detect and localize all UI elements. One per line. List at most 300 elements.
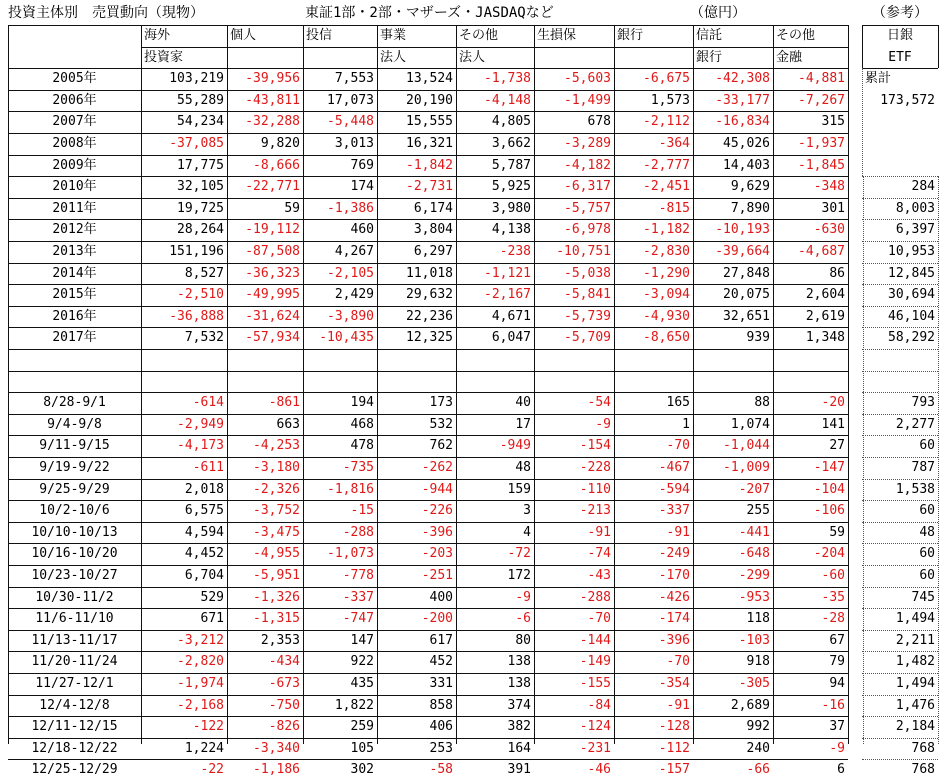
value-cell[interactable]: -364 bbox=[658, 136, 690, 151]
value-cell[interactable]: 1,573 bbox=[650, 92, 690, 108]
value-cell[interactable]: -207 bbox=[738, 481, 770, 497]
value-cell[interactable]: 301 bbox=[821, 200, 845, 216]
value-cell[interactable]: -231 bbox=[579, 740, 611, 756]
row-label-weekly[interactable]: 10/30-11/2 bbox=[35, 589, 114, 605]
value-cell[interactable]: -3,890 bbox=[327, 308, 374, 324]
value-cell[interactable]: 671 bbox=[200, 611, 224, 627]
row-label-yearly[interactable]: 2006年 bbox=[52, 92, 97, 108]
value-cell[interactable]: 118 bbox=[746, 611, 770, 627]
value-cell[interactable]: 22,236 bbox=[406, 308, 453, 324]
value-cell[interactable]: -8,650 bbox=[643, 330, 690, 346]
value-cell[interactable]: -2,167 bbox=[484, 287, 531, 303]
header-cell[interactable]: 信託 bbox=[696, 28, 723, 43]
value-cell[interactable]: -262 bbox=[421, 460, 453, 475]
value-cell[interactable]: 6,174 bbox=[413, 200, 453, 216]
value-cell[interactable]: 48 bbox=[515, 460, 531, 475]
boj-etf-cell[interactable]: 1,494 bbox=[895, 611, 935, 627]
value-cell[interactable]: 315 bbox=[821, 114, 845, 130]
value-cell[interactable]: -204 bbox=[813, 546, 845, 562]
value-cell[interactable]: -815 bbox=[658, 200, 690, 216]
value-cell[interactable]: -673 bbox=[268, 676, 300, 691]
value-cell[interactable]: 151,196 bbox=[169, 244, 224, 259]
value-cell[interactable]: -4,182 bbox=[564, 157, 611, 173]
header-cell[interactable]: 銀行 bbox=[696, 49, 723, 65]
value-cell[interactable]: 4,594 bbox=[184, 524, 224, 540]
value-cell[interactable]: -5,951 bbox=[253, 568, 300, 583]
value-cell[interactable]: 663 bbox=[276, 416, 300, 432]
value-cell[interactable]: -1,326 bbox=[253, 589, 300, 605]
boj-etf-cell[interactable] bbox=[862, 155, 938, 176]
value-cell[interactable]: -354 bbox=[658, 676, 690, 691]
value-cell[interactable]: 400 bbox=[429, 589, 453, 605]
value-cell[interactable]: 3,013 bbox=[334, 136, 374, 151]
header-cell[interactable]: その他 bbox=[776, 28, 816, 43]
value-cell[interactable]: 478 bbox=[350, 438, 374, 454]
header-cell[interactable] bbox=[614, 47, 693, 68]
boj-etf-cell[interactable]: 745 bbox=[911, 589, 935, 605]
value-cell[interactable]: 406 bbox=[429, 719, 453, 735]
value-cell[interactable]: 59 bbox=[284, 200, 300, 216]
value-cell[interactable]: 255 bbox=[746, 503, 770, 519]
row-label-weekly[interactable]: 9/19-9/22 bbox=[39, 460, 110, 475]
value-cell[interactable]: -2,326 bbox=[253, 481, 300, 497]
value-cell[interactable]: -2,820 bbox=[177, 654, 224, 670]
value-cell[interactable]: 29,632 bbox=[406, 287, 453, 303]
header-cell[interactable]: 法人 bbox=[459, 49, 486, 65]
value-cell[interactable]: 20,075 bbox=[723, 287, 770, 303]
boj-etf-cell[interactable]: 793 bbox=[911, 395, 935, 411]
value-cell[interactable]: -337 bbox=[658, 503, 690, 519]
row-label-yearly[interactable]: 2016年 bbox=[52, 308, 97, 324]
value-cell[interactable]: -1,937 bbox=[798, 136, 845, 151]
row-label-yearly[interactable]: 2013年 bbox=[52, 244, 97, 259]
value-cell[interactable]: -39,956 bbox=[245, 71, 300, 87]
value-cell[interactable]: -4,881 bbox=[798, 71, 845, 87]
row-label-yearly[interactable]: 2008年 bbox=[52, 136, 97, 151]
row-label-weekly[interactable]: 10/10-10/13 bbox=[31, 524, 118, 540]
value-cell[interactable]: -1,974 bbox=[177, 676, 224, 691]
row-label-weekly[interactable]: 9/11-9/15 bbox=[39, 438, 110, 454]
value-cell[interactable]: -203 bbox=[421, 546, 453, 562]
value-cell[interactable]: -4,253 bbox=[253, 438, 300, 454]
value-cell[interactable]: -288 bbox=[579, 589, 611, 605]
value-cell[interactable]: -16,834 bbox=[715, 114, 770, 130]
header-cell[interactable]: 金融 bbox=[776, 49, 803, 65]
value-cell[interactable]: -70 bbox=[666, 438, 690, 454]
value-cell[interactable]: 5,787 bbox=[491, 157, 531, 173]
value-cell[interactable]: -58 bbox=[429, 762, 453, 778]
value-cell[interactable]: 8,527 bbox=[184, 265, 224, 281]
row-label-weekly[interactable]: 12/25-12/29 bbox=[31, 762, 118, 778]
header-cell[interactable]: その他 bbox=[459, 28, 499, 43]
value-cell[interactable]: -1,842 bbox=[406, 157, 453, 173]
header-cell[interactable]: ETF bbox=[888, 49, 912, 65]
value-cell[interactable]: 2,018 bbox=[184, 481, 224, 497]
value-cell[interactable]: -54 bbox=[587, 395, 611, 411]
value-cell[interactable]: 164 bbox=[507, 740, 531, 756]
row-label-yearly[interactable]: 2007年 bbox=[52, 114, 97, 130]
value-cell[interactable]: -46 bbox=[587, 762, 611, 778]
value-cell[interactable]: -614 bbox=[192, 395, 224, 411]
row-label-yearly[interactable]: 2017年 bbox=[52, 330, 97, 346]
value-cell[interactable]: -5,709 bbox=[564, 330, 611, 346]
value-cell[interactable]: 94 bbox=[829, 676, 845, 691]
value-cell[interactable]: 3,804 bbox=[413, 222, 453, 238]
value-cell[interactable]: 172 bbox=[507, 568, 531, 583]
value-cell[interactable]: -467 bbox=[658, 460, 690, 475]
value-cell[interactable]: 40 bbox=[515, 395, 531, 411]
header-cell[interactable]: 投資家 bbox=[144, 49, 184, 65]
value-cell[interactable]: -19,112 bbox=[245, 222, 300, 238]
value-cell[interactable]: 3 bbox=[523, 503, 531, 519]
header-cell[interactable]: 投信 bbox=[306, 28, 333, 43]
value-cell[interactable]: -3,094 bbox=[643, 287, 690, 303]
value-cell[interactable]: 20,190 bbox=[406, 92, 453, 108]
boj-etf-cell[interactable]: 6,397 bbox=[895, 222, 935, 238]
value-cell[interactable]: -110 bbox=[579, 481, 611, 497]
value-cell[interactable]: -1,182 bbox=[643, 222, 690, 238]
value-cell[interactable]: -735 bbox=[342, 460, 374, 475]
boj-etf-cell[interactable]: 48 bbox=[919, 524, 935, 540]
value-cell[interactable]: -66 bbox=[746, 762, 770, 778]
boj-etf-cell[interactable]: 60 bbox=[919, 438, 935, 454]
value-cell[interactable]: 11,018 bbox=[406, 265, 453, 281]
row-label-weekly[interactable]: 12/4-12/8 bbox=[39, 697, 110, 713]
value-cell[interactable]: 105 bbox=[350, 740, 374, 756]
value-cell[interactable]: -1,121 bbox=[484, 265, 531, 281]
value-cell[interactable]: -778 bbox=[342, 568, 374, 583]
value-cell[interactable]: -200 bbox=[421, 611, 453, 627]
value-cell[interactable]: 2,429 bbox=[334, 287, 374, 303]
value-cell[interactable]: 382 bbox=[507, 719, 531, 735]
boj-etf-cell[interactable]: 30,694 bbox=[888, 287, 935, 303]
value-cell[interactable]: -2,105 bbox=[327, 265, 374, 281]
value-cell[interactable]: -5,841 bbox=[564, 287, 611, 303]
value-cell[interactable]: 922 bbox=[350, 654, 374, 670]
value-cell[interactable]: 4 bbox=[523, 524, 531, 540]
boj-etf-cell[interactable]: 284 bbox=[911, 179, 935, 195]
boj-etf-cell[interactable]: 60 bbox=[919, 503, 935, 519]
value-cell[interactable]: -3,752 bbox=[253, 503, 300, 519]
value-cell[interactable]: 88 bbox=[754, 395, 770, 411]
row-label-weekly[interactable]: 10/2-10/6 bbox=[39, 503, 110, 519]
row-label-weekly[interactable]: 12/18-12/22 bbox=[31, 740, 118, 756]
value-cell[interactable]: 6 bbox=[837, 762, 845, 778]
value-cell[interactable]: -2,510 bbox=[177, 287, 224, 303]
value-cell[interactable]: -3,340 bbox=[253, 740, 300, 756]
value-cell[interactable]: 15,555 bbox=[406, 114, 453, 130]
value-cell[interactable]: -1,044 bbox=[723, 438, 770, 454]
value-cell[interactable]: -39,664 bbox=[715, 244, 770, 259]
row-label-yearly[interactable]: 2011年 bbox=[52, 200, 97, 216]
value-cell[interactable]: 2,619 bbox=[805, 308, 845, 324]
header-cell[interactable]: 銀行 bbox=[617, 28, 644, 43]
value-cell[interactable]: -72 bbox=[507, 546, 531, 562]
value-cell[interactable]: -2,949 bbox=[177, 416, 224, 432]
value-cell[interactable]: 769 bbox=[350, 157, 374, 173]
value-cell[interactable]: -22 bbox=[200, 762, 224, 778]
boj-etf-cell[interactable]: 173,572 bbox=[880, 92, 935, 108]
value-cell[interactable]: 174 bbox=[350, 179, 374, 195]
header-cell[interactable] bbox=[227, 47, 303, 68]
boj-etf-cell[interactable]: 46,104 bbox=[888, 308, 935, 324]
value-cell[interactable]: -949 bbox=[499, 438, 531, 454]
value-cell[interactable]: 59 bbox=[829, 524, 845, 540]
value-cell[interactable]: 435 bbox=[350, 676, 374, 691]
value-cell[interactable]: -37,085 bbox=[169, 136, 224, 151]
value-cell[interactable]: -1,816 bbox=[327, 481, 374, 497]
value-cell[interactable]: 331 bbox=[429, 676, 453, 691]
value-cell[interactable]: -9 bbox=[515, 589, 531, 605]
value-cell[interactable]: -750 bbox=[268, 697, 300, 713]
value-cell[interactable]: -4,955 bbox=[253, 546, 300, 562]
value-cell[interactable]: -630 bbox=[813, 222, 845, 238]
value-cell[interactable]: 138 bbox=[507, 676, 531, 691]
value-cell[interactable]: 374 bbox=[507, 697, 531, 713]
value-cell[interactable]: -87,508 bbox=[245, 244, 300, 259]
value-cell[interactable]: 1,074 bbox=[730, 416, 770, 432]
value-cell[interactable]: -43,811 bbox=[245, 92, 300, 108]
value-cell[interactable]: 2,353 bbox=[260, 632, 300, 648]
value-cell[interactable]: 16,321 bbox=[406, 136, 453, 151]
value-cell[interactable]: 147 bbox=[350, 632, 374, 648]
value-cell[interactable]: 6,047 bbox=[491, 330, 531, 346]
value-cell[interactable]: -91 bbox=[666, 697, 690, 713]
value-cell[interactable]: -1,186 bbox=[253, 762, 300, 778]
boj-etf-cell[interactable]: 累計 bbox=[865, 71, 892, 87]
value-cell[interactable]: 4,805 bbox=[491, 114, 531, 130]
value-cell[interactable]: -91 bbox=[666, 524, 690, 540]
value-cell[interactable]: -826 bbox=[268, 719, 300, 735]
value-cell[interactable]: -60 bbox=[821, 568, 845, 583]
value-cell[interactable]: 27,848 bbox=[723, 265, 770, 281]
value-cell[interactable]: -1,386 bbox=[327, 200, 374, 216]
value-cell[interactable]: 55,289 bbox=[177, 92, 224, 108]
value-cell[interactable]: -49,995 bbox=[245, 287, 300, 303]
value-cell[interactable]: -154 bbox=[579, 438, 611, 454]
value-cell[interactable]: -251 bbox=[421, 568, 453, 583]
value-cell[interactable]: 2,689 bbox=[730, 697, 770, 713]
value-cell[interactable]: -6,675 bbox=[643, 71, 690, 87]
value-cell[interactable]: -6 bbox=[515, 611, 531, 627]
value-cell[interactable]: -441 bbox=[738, 524, 770, 540]
boj-etf-cell[interactable] bbox=[862, 133, 938, 154]
header-cell[interactable] bbox=[534, 47, 614, 68]
value-cell[interactable]: -2,451 bbox=[643, 179, 690, 195]
value-cell[interactable]: -128 bbox=[658, 719, 690, 735]
value-cell[interactable]: -861 bbox=[268, 395, 300, 411]
value-cell[interactable]: -1,738 bbox=[484, 71, 531, 87]
value-cell[interactable]: 17,775 bbox=[177, 157, 224, 173]
value-cell[interactable]: 6,704 bbox=[184, 568, 224, 583]
value-cell[interactable]: 9,629 bbox=[730, 179, 770, 195]
value-cell[interactable]: 86 bbox=[829, 265, 845, 281]
header-cell[interactable] bbox=[303, 47, 377, 68]
value-cell[interactable]: -1,845 bbox=[798, 157, 845, 173]
value-cell[interactable]: -5,757 bbox=[564, 200, 611, 216]
value-cell[interactable]: -226 bbox=[421, 503, 453, 519]
value-cell[interactable]: -1,290 bbox=[643, 265, 690, 281]
value-cell[interactable]: -36,323 bbox=[245, 265, 300, 281]
value-cell[interactable]: -36,888 bbox=[169, 308, 224, 324]
boj-etf-cell[interactable]: 1,476 bbox=[895, 697, 935, 713]
row-label-yearly[interactable]: 2009年 bbox=[52, 157, 97, 173]
value-cell[interactable]: 138 bbox=[507, 654, 531, 670]
value-cell[interactable]: -144 bbox=[579, 632, 611, 648]
boj-etf-cell[interactable]: 768 bbox=[911, 740, 935, 756]
value-cell[interactable]: 27 bbox=[829, 438, 845, 454]
value-cell[interactable]: 9,820 bbox=[260, 136, 300, 151]
value-cell[interactable]: 1 bbox=[682, 416, 690, 432]
value-cell[interactable]: -74 bbox=[587, 546, 611, 562]
value-cell[interactable]: 45,026 bbox=[723, 136, 770, 151]
value-cell[interactable]: 302 bbox=[350, 762, 374, 778]
value-cell[interactable]: 141 bbox=[821, 416, 845, 432]
value-cell[interactable]: -43 bbox=[587, 568, 611, 583]
value-cell[interactable]: 918 bbox=[746, 654, 770, 670]
value-cell[interactable]: -149 bbox=[579, 654, 611, 670]
value-cell[interactable]: 617 bbox=[429, 632, 453, 648]
value-cell[interactable]: -238 bbox=[499, 244, 531, 259]
value-cell[interactable]: -10,193 bbox=[715, 222, 770, 238]
value-cell[interactable]: -6,317 bbox=[564, 179, 611, 195]
row-label-yearly[interactable]: 2014年 bbox=[52, 265, 97, 281]
header-cell[interactable]: 法人 bbox=[380, 49, 407, 65]
value-cell[interactable]: -3,289 bbox=[564, 136, 611, 151]
value-cell[interactable]: -122 bbox=[192, 719, 224, 735]
row-label-weekly[interactable]: 11/27-12/1 bbox=[35, 676, 114, 691]
value-cell[interactable]: -174 bbox=[658, 611, 690, 627]
value-cell[interactable]: -4,173 bbox=[177, 438, 224, 454]
boj-etf-cell[interactable]: 1,482 bbox=[895, 654, 935, 670]
value-cell[interactable]: -9 bbox=[829, 740, 845, 756]
value-cell[interactable]: -348 bbox=[813, 179, 845, 195]
value-cell[interactable]: 1,822 bbox=[334, 697, 374, 713]
value-cell[interactable]: 7,532 bbox=[184, 330, 224, 346]
value-cell[interactable]: -2,830 bbox=[643, 244, 690, 259]
boj-etf-cell[interactable]: 12,845 bbox=[888, 265, 935, 281]
value-cell[interactable]: -5,448 bbox=[327, 114, 374, 130]
boj-etf-cell[interactable]: 8,003 bbox=[895, 200, 935, 216]
row-label-yearly[interactable]: 2005年 bbox=[52, 71, 97, 87]
value-cell[interactable]: -611 bbox=[192, 460, 224, 475]
boj-etf-cell[interactable]: 60 bbox=[919, 546, 935, 562]
row-label-weekly[interactable]: 8/28-9/1 bbox=[43, 395, 106, 411]
row-label-weekly[interactable]: 10/16-10/20 bbox=[31, 546, 118, 562]
value-cell[interactable]: 259 bbox=[350, 719, 374, 735]
header-cell[interactable]: 日銀 bbox=[886, 28, 913, 43]
value-cell[interactable]: -594 bbox=[658, 481, 690, 497]
value-cell[interactable]: 37 bbox=[829, 719, 845, 735]
value-cell[interactable]: 460 bbox=[350, 222, 374, 238]
value-cell[interactable]: 14,403 bbox=[723, 157, 770, 173]
row-label-weekly[interactable]: 11/13-11/17 bbox=[31, 632, 118, 648]
value-cell[interactable]: 194 bbox=[350, 395, 374, 411]
value-cell[interactable]: -396 bbox=[421, 524, 453, 540]
value-cell[interactable]: -157 bbox=[658, 762, 690, 778]
boj-etf-cell[interactable]: 10,953 bbox=[888, 244, 935, 259]
value-cell[interactable]: 391 bbox=[507, 762, 531, 778]
boj-etf-cell[interactable]: 2,211 bbox=[895, 632, 935, 648]
value-cell[interactable]: -747 bbox=[342, 611, 374, 627]
value-cell[interactable]: 2,604 bbox=[805, 287, 845, 303]
value-cell[interactable]: 4,267 bbox=[334, 244, 374, 259]
value-cell[interactable]: 159 bbox=[507, 481, 531, 497]
row-label-weekly[interactable]: 10/23-10/27 bbox=[31, 568, 118, 583]
value-cell[interactable]: 80 bbox=[515, 632, 531, 648]
value-cell[interactable]: -2,112 bbox=[643, 114, 690, 130]
header-cell[interactable]: 海外 bbox=[144, 28, 171, 43]
value-cell[interactable]: -337 bbox=[342, 589, 374, 605]
value-cell[interactable]: 7,553 bbox=[334, 71, 374, 87]
value-cell[interactable]: 468 bbox=[350, 416, 374, 432]
row-label-weekly[interactable]: 11/20-11/24 bbox=[31, 654, 118, 670]
value-cell[interactable]: 253 bbox=[429, 740, 453, 756]
boj-etf-cell[interactable]: 1,494 bbox=[895, 676, 935, 691]
row-label-weekly[interactable]: 11/6-11/10 bbox=[35, 611, 114, 627]
value-cell[interactable]: -288 bbox=[342, 524, 374, 540]
value-cell[interactable]: -16 bbox=[821, 697, 845, 713]
row-label-yearly[interactable]: 2010年 bbox=[52, 179, 97, 195]
boj-etf-cell[interactable]: 768 bbox=[911, 762, 935, 778]
boj-etf-cell[interactable]: 1,538 bbox=[895, 481, 935, 497]
value-cell[interactable]: -213 bbox=[579, 503, 611, 519]
value-cell[interactable]: 939 bbox=[746, 330, 770, 346]
value-cell[interactable]: -426 bbox=[658, 589, 690, 605]
value-cell[interactable]: 678 bbox=[587, 114, 611, 130]
value-cell[interactable]: 532 bbox=[429, 416, 453, 432]
value-cell[interactable]: -396 bbox=[658, 632, 690, 648]
value-cell[interactable]: -953 bbox=[738, 589, 770, 605]
value-cell[interactable]: -155 bbox=[579, 676, 611, 691]
value-cell[interactable]: 240 bbox=[746, 740, 770, 756]
value-cell[interactable]: -42,308 bbox=[715, 71, 770, 87]
value-cell[interactable]: -10,751 bbox=[556, 244, 611, 259]
value-cell[interactable]: 173 bbox=[429, 395, 453, 411]
value-cell[interactable]: -2,168 bbox=[177, 697, 224, 713]
value-cell[interactable]: -5,603 bbox=[564, 71, 611, 87]
value-cell[interactable]: -944 bbox=[421, 481, 453, 497]
value-cell[interactable]: 13,524 bbox=[406, 71, 453, 87]
value-cell[interactable]: 165 bbox=[666, 395, 690, 411]
value-cell[interactable]: -1,009 bbox=[723, 460, 770, 475]
value-cell[interactable]: 6,297 bbox=[413, 244, 453, 259]
value-cell[interactable]: 529 bbox=[200, 589, 224, 605]
value-cell[interactable]: -5,739 bbox=[564, 308, 611, 324]
value-cell[interactable]: 17,073 bbox=[327, 92, 374, 108]
value-cell[interactable]: -7,267 bbox=[798, 92, 845, 108]
value-cell[interactable]: -31,624 bbox=[245, 308, 300, 324]
boj-etf-cell[interactable]: 58,292 bbox=[888, 330, 935, 346]
value-cell[interactable]: 54,234 bbox=[177, 114, 224, 130]
value-cell[interactable]: -9 bbox=[595, 416, 611, 432]
value-cell[interactable]: -170 bbox=[658, 568, 690, 583]
value-cell[interactable]: -20 bbox=[821, 395, 845, 411]
value-cell[interactable]: 4,671 bbox=[491, 308, 531, 324]
value-cell[interactable]: -32,288 bbox=[245, 114, 300, 130]
value-cell[interactable]: -112 bbox=[658, 740, 690, 756]
row-label-weekly[interactable]: 9/25-9/29 bbox=[39, 481, 110, 497]
row-label-yearly[interactable]: 2012年 bbox=[52, 222, 97, 238]
value-cell[interactable]: -15 bbox=[350, 503, 374, 519]
value-cell[interactable]: 79 bbox=[829, 654, 845, 670]
header-cell[interactable]: 生損保 bbox=[537, 28, 577, 43]
value-cell[interactable]: -22,771 bbox=[245, 179, 300, 195]
value-cell[interactable]: 67 bbox=[829, 632, 845, 648]
value-cell[interactable]: -8,666 bbox=[253, 157, 300, 173]
row-label-weekly[interactable]: 9/4-9/8 bbox=[47, 416, 102, 432]
value-cell[interactable]: -70 bbox=[587, 611, 611, 627]
